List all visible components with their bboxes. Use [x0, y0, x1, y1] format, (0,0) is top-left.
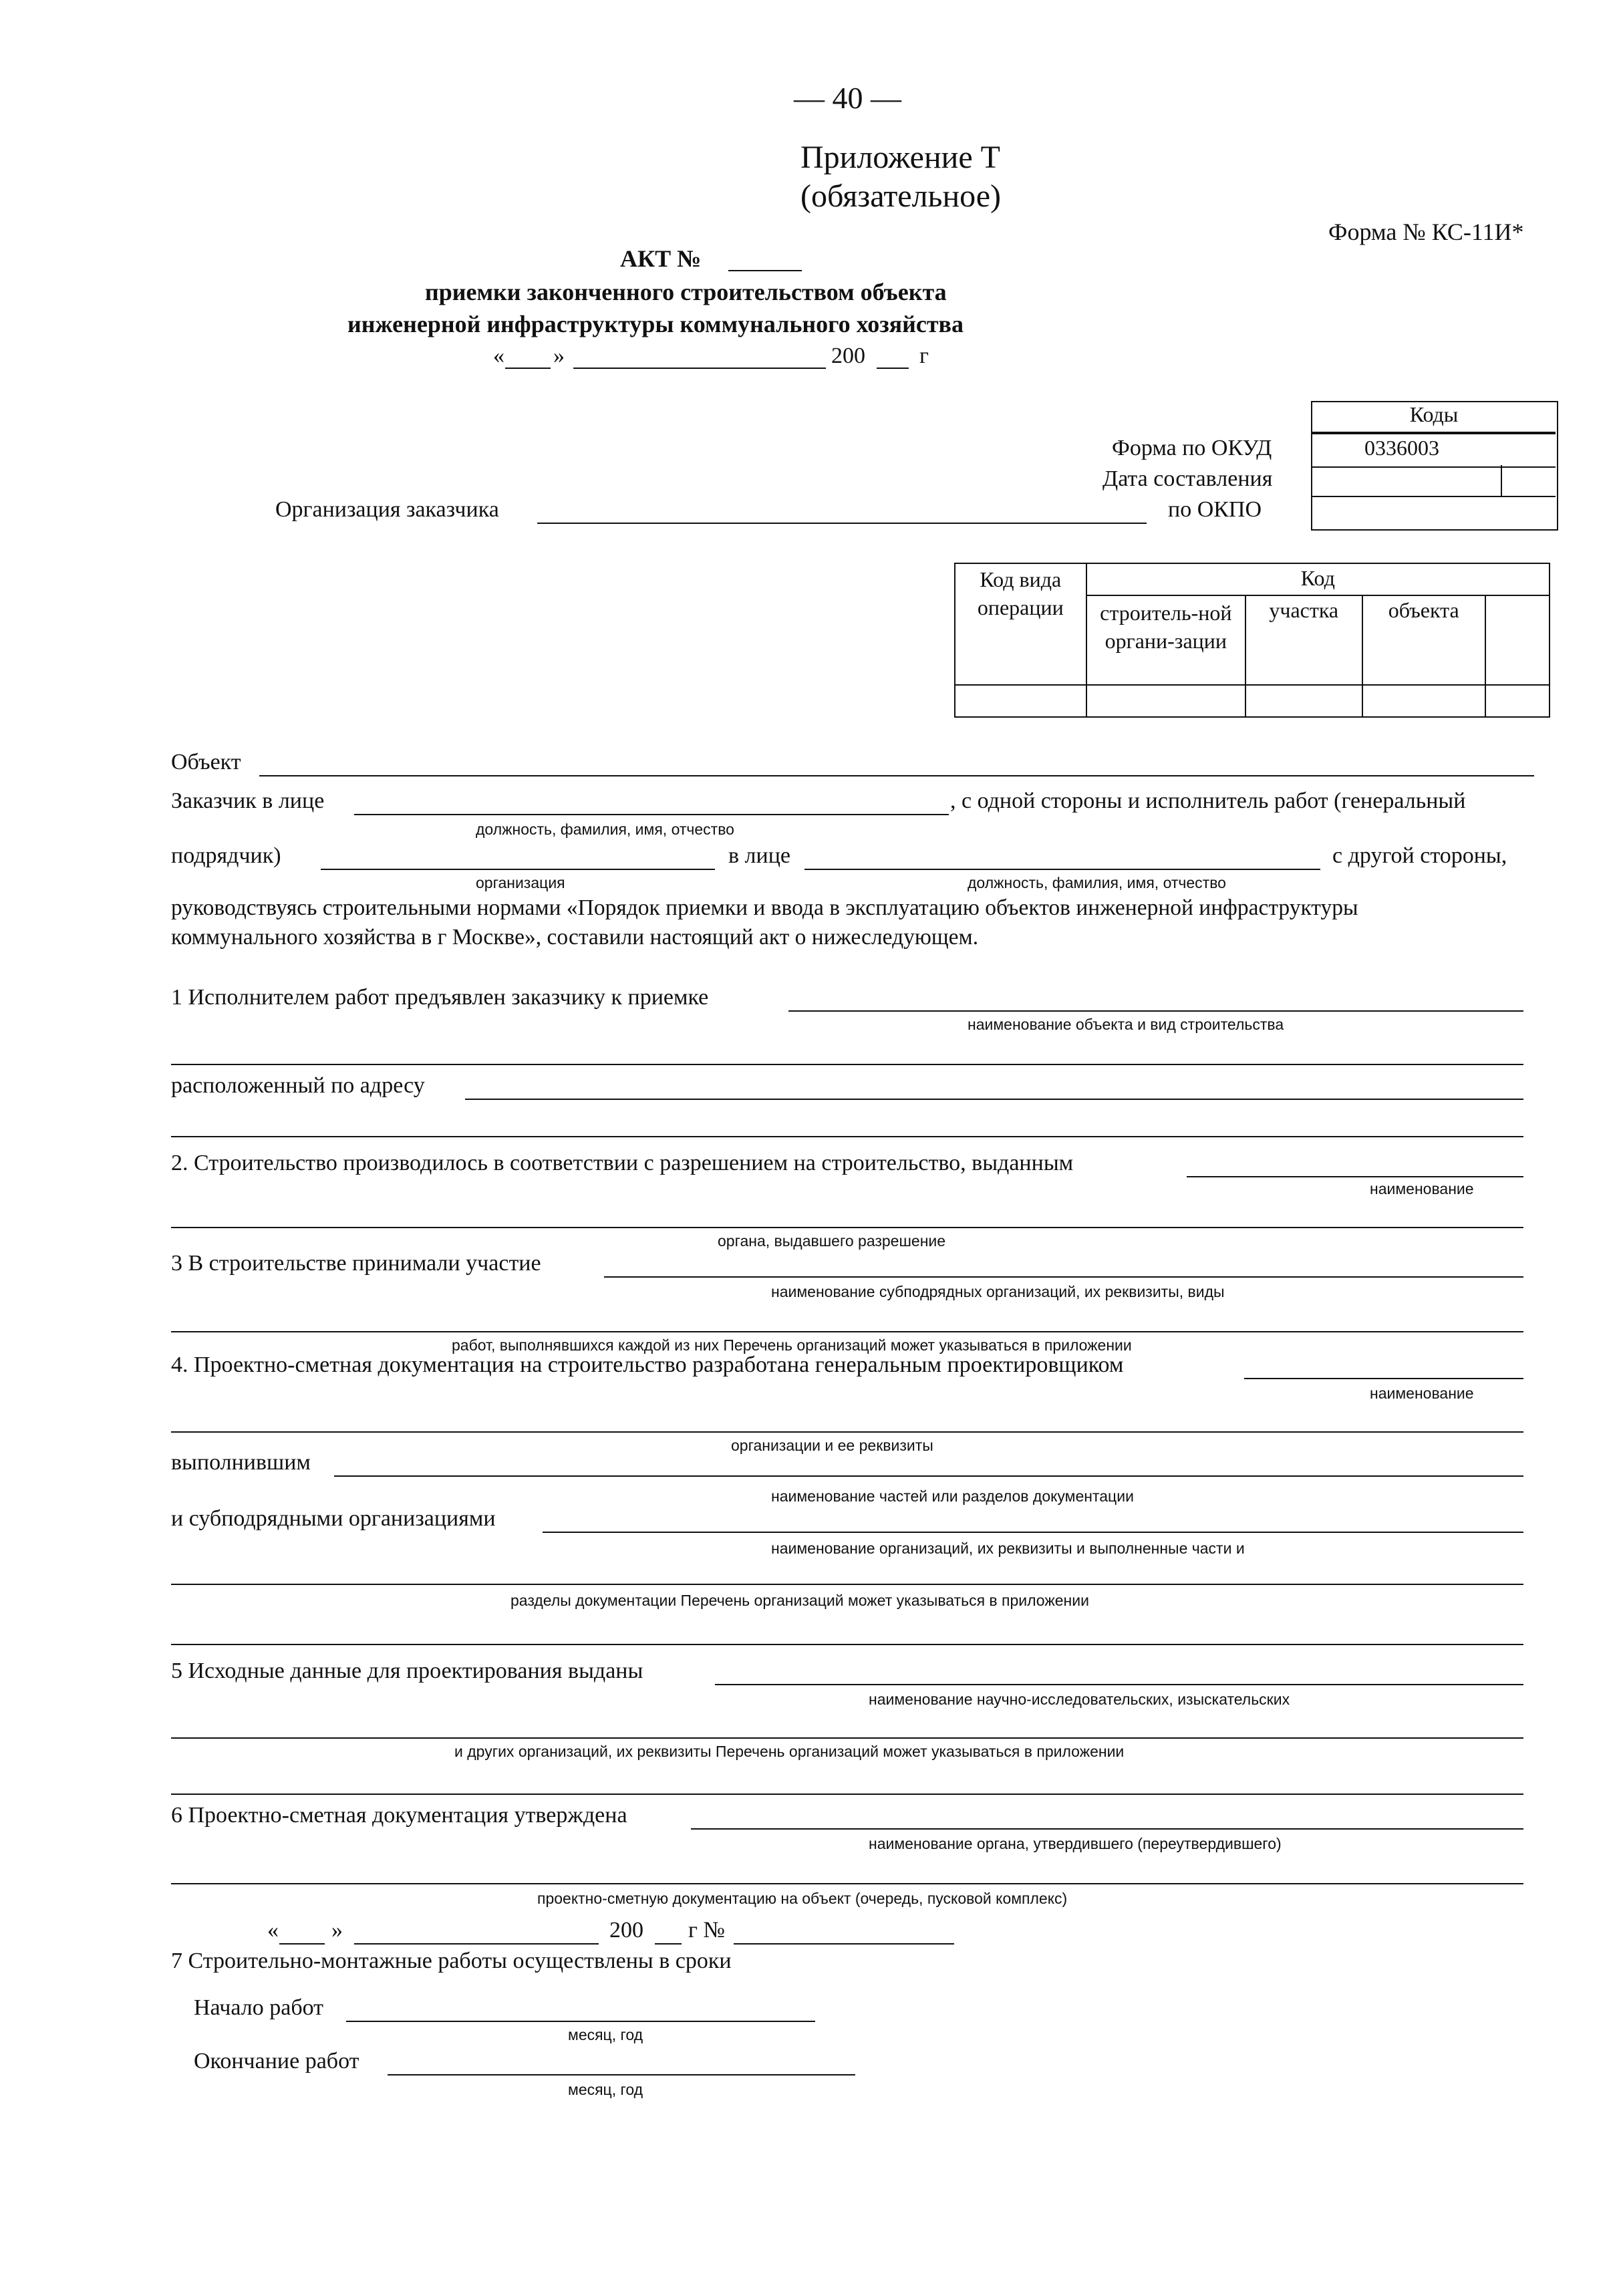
address-line[interactable] — [465, 1099, 1523, 1100]
operation-codes-table — [954, 563, 1550, 718]
item-3-line[interactable] — [604, 1276, 1523, 1278]
start-line[interactable] — [346, 2021, 815, 2022]
address-line-2[interactable] — [171, 1136, 1523, 1137]
customer-person-line[interactable] — [354, 814, 949, 815]
guided-line-1: руководствуясь строительными нормами «Порядок приемки и ввода в эксплуатацию объектов инженерной инфраструктуры — [171, 895, 1358, 920]
code-header: Код — [1086, 563, 1550, 595]
object-line[interactable] — [259, 775, 1534, 776]
item-5-caption-1: наименование научно-исследовательских, изыскательских — [869, 1691, 1290, 1708]
item-3-line-2[interactable] — [171, 1331, 1523, 1332]
item-5-line[interactable] — [715, 1684, 1523, 1685]
item-3-label: 3 В строительстве принимали участие — [171, 1251, 541, 1276]
page-number: — 40 — — [794, 81, 901, 115]
item-5-label: 5 Исходные данные для проектирования выданы — [171, 1659, 643, 1683]
contractor-label: подрядчик) — [171, 843, 281, 868]
item-6-label: 6 Проектно-сметная документация утверждена — [171, 1803, 627, 1828]
act-title-line2: инженерной инфраструктуры коммунального хозяйства — [347, 311, 964, 337]
op-type-cell[interactable] — [955, 685, 1086, 717]
item-1-line[interactable] — [788, 1010, 1523, 1012]
date-year-line[interactable] — [877, 368, 909, 369]
address-label: расположенный по адресу — [171, 1073, 425, 1098]
contractor-org-line[interactable] — [321, 869, 715, 870]
object-label: Объект — [171, 750, 241, 774]
date-label: Дата составления — [1102, 466, 1273, 491]
act-label: АКТ № — [620, 245, 702, 272]
construction-org-cell[interactable] — [1086, 685, 1245, 717]
item-6-line[interactable] — [691, 1828, 1523, 1830]
item-2-caption-2: органа, выдавшего разрешение — [718, 1232, 946, 1250]
codes-okpo-cell[interactable] — [1311, 497, 1556, 528]
subcontractors-line-3[interactable] — [171, 1644, 1523, 1645]
okpo-label: по ОКПО — [1168, 497, 1262, 522]
approval-month-line[interactable] — [354, 1943, 599, 1945]
item-2-line[interactable] — [1187, 1176, 1523, 1177]
end-label: Окончание работ — [194, 2049, 359, 2073]
item-4-label: 4. Проектно-сметная документация на строительство разработана генеральным проектировщиком — [171, 1352, 1124, 1377]
performed-line[interactable] — [334, 1475, 1523, 1477]
performed-caption: наименование частей или разделов документации — [771, 1487, 1134, 1505]
item-5-line-3[interactable] — [171, 1793, 1523, 1795]
item-3-caption-2: работ, выполнявшихся каждой из них Перечень организаций может указываться в приложении — [452, 1336, 1132, 1354]
end-line[interactable] — [388, 2074, 855, 2075]
act-title-line1: приемки законченного строительством объекта — [425, 279, 947, 305]
codes-date-divider — [1501, 465, 1502, 496]
item-4-caption-2: организации и ее реквизиты — [731, 1437, 933, 1454]
item-4-line[interactable] — [1244, 1378, 1523, 1379]
other-side-label: с другой стороны, — [1332, 843, 1507, 868]
approval-date-close: » — [331, 1918, 343, 1943]
op-type-header: Код вида операции — [955, 563, 1086, 685]
contractor-person-line[interactable] — [804, 869, 1320, 870]
extra-cell[interactable] — [1485, 685, 1550, 717]
customer-org-line[interactable] — [537, 523, 1147, 524]
item-5-line-2[interactable] — [171, 1737, 1523, 1739]
object-header: объекта — [1362, 595, 1485, 684]
item-3-caption-1: наименование субподрядных организаций, их реквизиты, виды — [771, 1283, 1225, 1300]
customer-label: Заказчик в лице — [171, 788, 325, 813]
customer-org-label: Организация заказчика — [275, 497, 499, 522]
item-6-caption-2: проектно-сметную документацию на объект (очередь, пусковой комплекс) — [537, 1890, 1068, 1907]
approval-number-label: г № — [688, 1918, 725, 1943]
end-caption: месяц, год — [568, 2081, 643, 2098]
approval-day-line[interactable] — [279, 1943, 325, 1945]
item-1-caption: наименование объекта и вид строительства — [968, 1016, 1284, 1033]
site-cell[interactable] — [1245, 685, 1362, 717]
item-6-line-2[interactable] — [171, 1883, 1523, 1884]
in-person-label: в лице — [728, 843, 791, 868]
item-2-label: 2. Строительство производилось в соответствии с разрешением на строительство, выданным — [171, 1151, 1074, 1175]
site-header: участка — [1245, 595, 1362, 684]
guided-line-2: коммунального хозяйства в г Москве», составили настоящий акт о нижеследующем. — [171, 925, 979, 950]
item-2-line-2[interactable] — [171, 1227, 1523, 1228]
item-4-line-2[interactable] — [171, 1431, 1523, 1433]
subcontractors-caption-1: наименование организаций, их реквизиты и выполненные части и — [771, 1540, 1245, 1557]
approval-number-line[interactable] — [734, 1943, 954, 1945]
construction-org-header: строитель-ной органи-зации — [1086, 595, 1245, 684]
customer-tail: , с одной стороны и исполнитель работ (генеральный — [950, 788, 1466, 813]
item-1-line-2[interactable] — [171, 1064, 1523, 1065]
act-number-line[interactable] — [728, 270, 802, 271]
approval-year-line[interactable] — [655, 1943, 682, 1945]
item-2-caption-1: наименование — [1370, 1180, 1474, 1197]
date-year-prefix: 200 — [831, 343, 865, 368]
date-year-suffix: г — [919, 343, 929, 368]
subcontractors-line-2[interactable] — [171, 1584, 1523, 1585]
start-caption: месяц, год — [568, 2026, 643, 2043]
approval-date-open: « — [267, 1918, 279, 1943]
item-4-caption-1: наименование — [1370, 1385, 1474, 1402]
date-month-line[interactable] — [573, 368, 826, 369]
subcontractors-line[interactable] — [543, 1532, 1523, 1533]
start-label: Начало работ — [194, 1995, 324, 2020]
object-cell[interactable] — [1362, 685, 1485, 717]
appendix-note: (обязательное) — [800, 178, 1001, 214]
codes-date-cell[interactable] — [1311, 465, 1556, 497]
item-5-caption-2: и других организаций, их реквизиты Перечень организаций может указываться в приложении — [454, 1743, 1125, 1760]
item-7-label: 7 Строительно-монтажные работы осуществлены в сроки — [171, 1949, 732, 1973]
approval-year-prefix: 200 — [609, 1918, 643, 1943]
performed-label: выполнившим — [171, 1450, 311, 1475]
extra-header — [1485, 595, 1550, 684]
caption-org: организация — [476, 874, 565, 891]
okud-label: Форма по ОКУД — [1112, 436, 1272, 460]
date-day-line[interactable] — [505, 368, 551, 369]
item-1-label: 1 Исполнителем работ предъявлен заказчику к приемке — [171, 985, 709, 1010]
item-6-caption-1: наименование органа, утвердившего (переутвердившего) — [869, 1835, 1282, 1852]
date-open-quote: « — [493, 343, 504, 368]
date-close-quote: » — [553, 343, 565, 368]
form-number: Форма № КС-11И* — [1328, 219, 1524, 245]
appendix-title: Приложение Т — [800, 140, 1000, 175]
codes-header: Коды — [1409, 402, 1459, 426]
caption-position-1: должность, фамилия, имя, отчество — [476, 821, 734, 838]
subcontractors-label: и субподрядными организациями — [171, 1506, 496, 1531]
subcontractors-caption-2: разделы документации Перечень организаций может указываться в приложении — [510, 1592, 1089, 1609]
caption-position-2: должность, фамилия, имя, отчество — [968, 874, 1226, 891]
okud-code-value[interactable]: 0336003 — [1364, 436, 1439, 460]
